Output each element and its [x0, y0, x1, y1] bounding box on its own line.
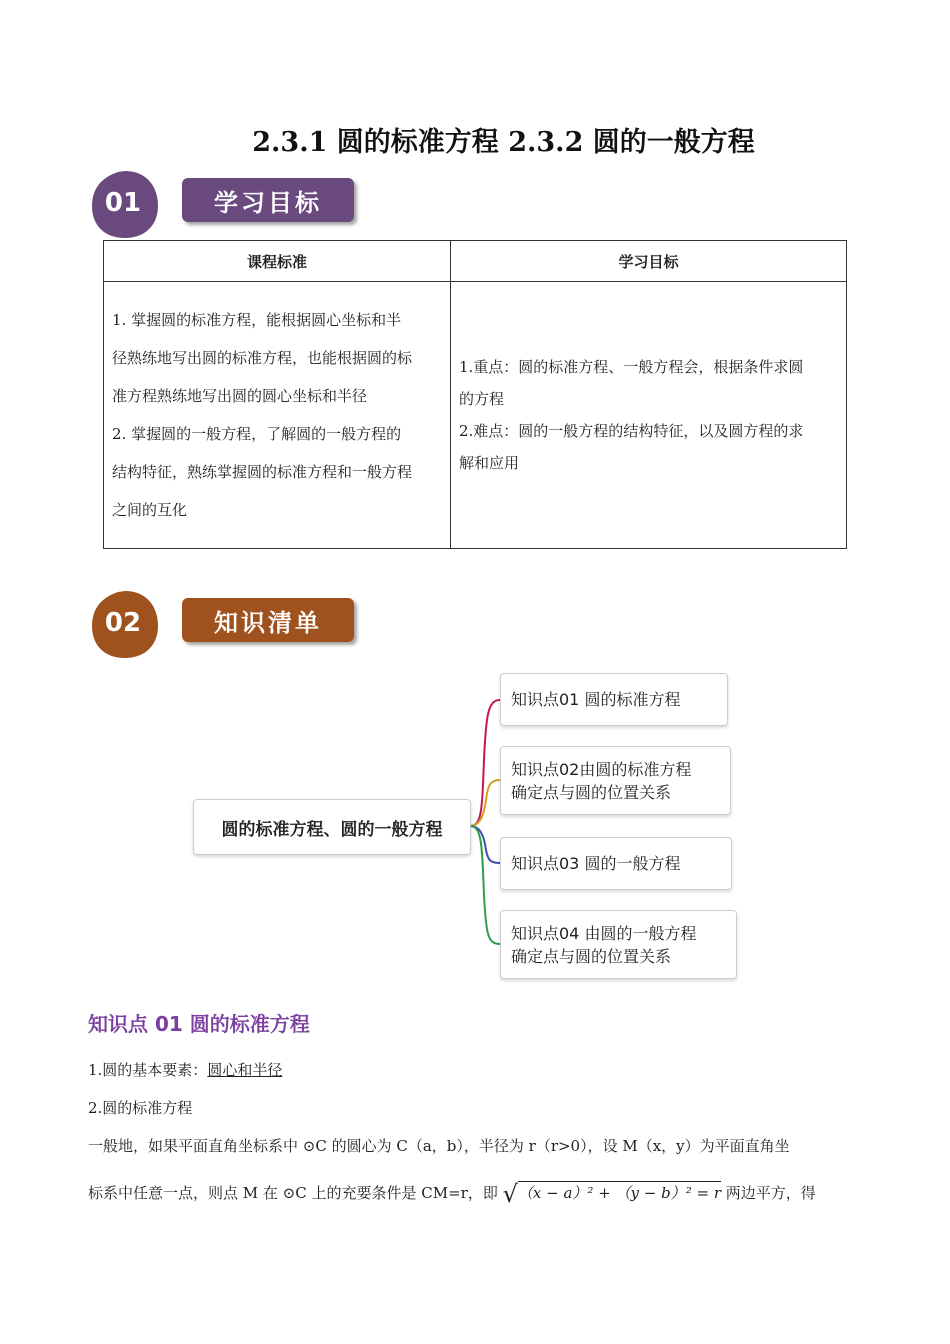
table-line: 2.难点：圆的一般方程的结构特征，以及圆方程的求	[459, 422, 804, 440]
sqrt-sign: √	[502, 1180, 518, 1208]
mindmap-node-2	[500, 746, 731, 815]
section-label: 知识清单	[182, 598, 354, 642]
mindmap-node-text: 确定点与圆的位置关系	[511, 946, 672, 966]
table-line: 准方程熟练地写出圆的圆心坐标和半径	[112, 387, 368, 405]
page-title: 2.3.1 圆的标准方程 2.3.2 圆的一般方程	[252, 127, 755, 158]
formula: （x − a）² + （y − b）² = r	[518, 1181, 721, 1202]
mindmap-node-text: 知识点01 圆的标准方程	[511, 690, 681, 709]
table-header-standard: 课程标准	[104, 241, 451, 282]
paragraph-text: 1.圆的基本要素：	[88, 1061, 208, 1079]
table-line: 径熟练地写出圆的标准方程，也能根据圆的标	[112, 349, 413, 367]
mindmap-node-4	[500, 910, 737, 979]
mindmap-node-text: 确定点与圆的位置关系	[511, 782, 672, 802]
mindmap-node-1	[500, 673, 728, 726]
table-line: 1. 掌握圆的标准方程，能根据圆心坐标和半	[112, 311, 402, 329]
paragraph-condition	[88, 1180, 816, 1208]
underlined-answer: 圆心和半径	[207, 1061, 283, 1079]
mindmap-node-text: 知识点04 由圆的一般方程	[511, 923, 697, 943]
connector-2	[470, 780, 500, 826]
paragraph-text: 标系中任意一点，则点 M 在 ⊙C 上的充要条件是 CM=r，即	[88, 1184, 498, 1202]
mindmap-root: 圆的标准方程、圆的一般方程	[193, 799, 471, 855]
section-number: 01	[104, 188, 142, 218]
mindmap-node-text: 知识点02由圆的标准方程	[511, 759, 692, 779]
table-line: 解和应用	[459, 454, 520, 472]
mindmap-node-text: 知识点03 圆的一般方程	[511, 854, 681, 873]
table-line: 2. 掌握圆的一般方程，了解圆的一般方程的	[112, 425, 402, 443]
table-line: 之间的互化	[112, 501, 188, 519]
table-line: 的方程	[459, 390, 505, 408]
paragraph-standard-eq: 2.圆的标准方程	[88, 1099, 193, 1117]
paragraph-basic-elements	[88, 1059, 282, 1080]
table-line: 结构特征，熟练掌握圆的标准方程和一般方程	[112, 463, 413, 481]
paragraph-definition: 一般地，如果平面直角坐标系中 ⊙C 的圆心为 C（a，b），半径为 r（r>0），设 M（x，y）为平面直角坐	[88, 1137, 790, 1155]
mindmap-node-3	[500, 837, 732, 890]
knowledge-heading: 知识点 01 圆的标准方程	[88, 1012, 310, 1036]
section-number: 02	[104, 608, 142, 638]
connector-3	[470, 826, 500, 863]
table-line: 1.重点：圆的标准方程、一般方程会，根据条件求圆	[459, 358, 804, 376]
section-label: 学习目标	[182, 178, 354, 222]
paragraph-text: 两边平方，得	[725, 1184, 816, 1202]
table-header-goal: 学习目标	[451, 241, 847, 282]
